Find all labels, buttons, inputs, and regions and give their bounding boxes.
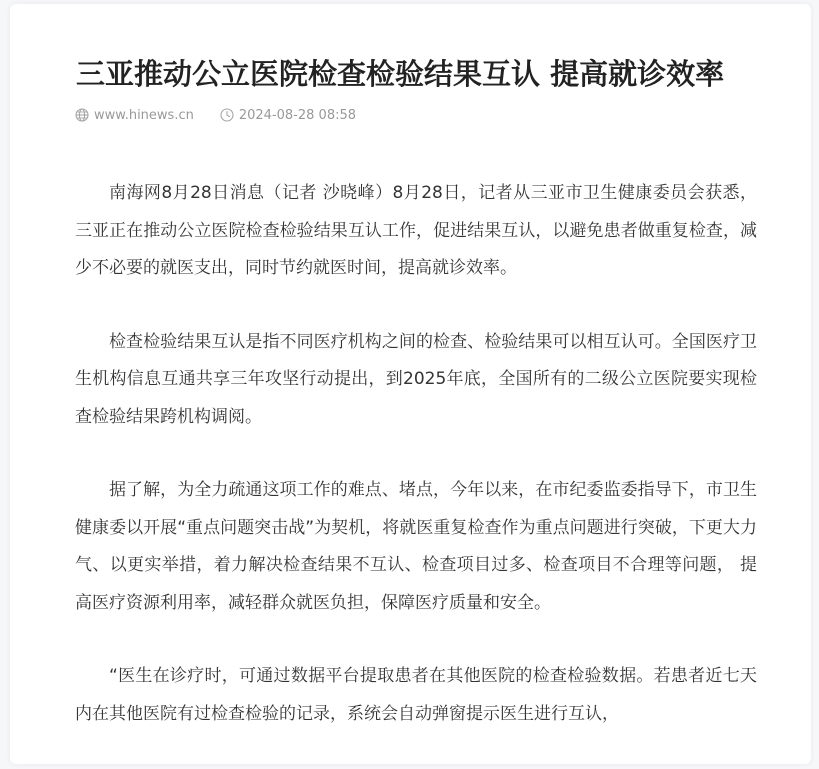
article-meta [75, 105, 356, 125]
source-info [75, 108, 194, 123]
article-paragraph: 据了解，为全力疏通这项工作的难点、堵点，今年以来，在市纪委监委指导下，市卫生健康委以开展“重点问题突击战”为契机，将就医重复检查作为重点问题进行突破，下更大力气、以更实举措，着力解决检查结果不互认、检查项目过多、检查项目不合理等问题， 提高医疗资源利用率，减轻群众就医负担，保障医疗质量和安全。 [75, 480, 757, 613]
publish-datetime: 2024-08-28 08:58 [238, 107, 357, 123]
article-title: 三亚推动公立医院检查检验结果互认 提高就诊效率 [76, 57, 725, 91]
article-body [75, 175, 757, 769]
article-card [10, 4, 811, 764]
article-paragraph: “医生在诊疗时，可通过数据平台提取患者在其他医院的检查检验数据。若患者近七天内在其他医院有过检查检验的记录，系统会自动弹窗提示医生进行互认， [75, 666, 757, 724]
publish-time [220, 108, 356, 123]
article-paragraph: 检查检验结果互认是指不同医疗机构之间的检查、检验结果可以相互认可。全国医疗卫生机构信息互通共享三年攻坚行动提出，到2025年底，全国所有的二级公立医院要实现检查检验结果跨机构调阅。 [75, 331, 757, 427]
globe-icon [75, 108, 89, 122]
article-paragraph: 南海网8月28日消息（记者 沙晓峰）8月28日，记者从三亚市卫生健康委员会获悉，三亚正在推动公立医院检查检验结果互认工作，促进结果互认，以避免患者做重复检查，减少不必要的就医支出，同时节约就医时间，提高就诊效率。 [75, 183, 757, 278]
clock-icon [220, 108, 234, 122]
source-link[interactable]: www.hinews.cn [94, 107, 194, 123]
